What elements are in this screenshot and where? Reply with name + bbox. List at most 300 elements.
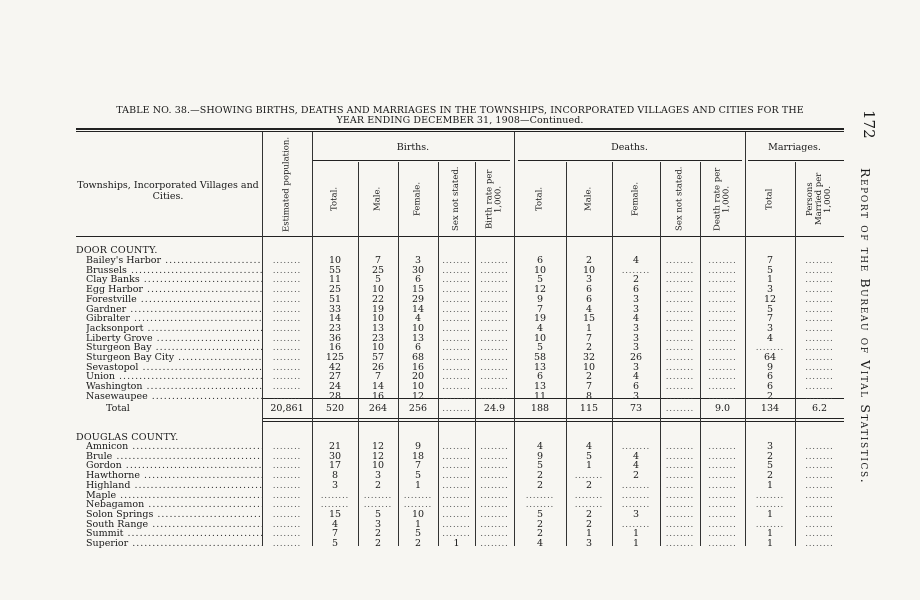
cell-births-total: 7 <box>331 528 339 540</box>
place-name: Brule ..... <box>86 452 262 462</box>
leader-dots: ........ <box>708 285 737 295</box>
cell-births-male: 57 <box>371 352 385 363</box>
leader-dots: ........ <box>272 461 302 471</box>
table-title-line-1: TABLE NO. 38.—SHOWING BIRTHS, DEATHS AND MARRIAGES IN THE TOWNSHIPS, INCORPORATED VILLAGES AND CITIES FOR THE <box>116 105 804 116</box>
cell-births-total: 24 <box>328 381 342 393</box>
leader-dots: ........ <box>665 265 695 275</box>
leader-dots: ........ <box>708 333 737 343</box>
marriages-group-header: Marriages. <box>768 142 821 153</box>
cell-marriages-total: 5 <box>766 264 774 276</box>
place-name: Jacksonport ..... <box>86 324 262 334</box>
leader-dots: ........ <box>442 442 471 451</box>
cell-births-total: 42 <box>328 361 342 373</box>
leader-dots: ........ <box>480 294 509 304</box>
cell-deaths-male: 7 <box>585 332 593 344</box>
leader-dots: ........ <box>805 509 834 519</box>
cell-deaths-total: 2 <box>536 528 544 540</box>
county-heading-door: DOOR COUNTY. <box>76 245 158 256</box>
place-name: Bailey's Harbor ..... <box>86 256 262 266</box>
cell-births-total: 23 <box>328 322 342 334</box>
leader-dots: ........ <box>708 323 737 333</box>
cell-births-total: 125 <box>325 352 345 363</box>
cell-births-male: 13 <box>371 322 385 334</box>
leader-dots: ........ <box>272 519 302 529</box>
leader-dots: ........ <box>442 500 471 510</box>
leader-dots: ........ <box>480 490 509 500</box>
cell-deaths-total: 5 <box>536 342 544 354</box>
table-row <box>0 314 920 324</box>
cell-deaths-male: 32 <box>582 352 596 363</box>
deaths-group-rule <box>518 160 742 161</box>
leader-dots: ........ <box>755 490 785 500</box>
cell-births-total: 30 <box>328 450 342 462</box>
cell-births-female: 20 <box>411 371 425 383</box>
cell-births-total: 51 <box>328 293 342 305</box>
cell-births-total: 14 <box>328 313 342 325</box>
leader-dots: ........ <box>708 519 737 529</box>
cell-deaths-total: 9 <box>536 450 544 462</box>
leader-dots: ........ <box>272 382 302 392</box>
leader-dots: ........ <box>363 500 393 510</box>
leader-dots: ........ <box>708 256 737 265</box>
leader-dots: ........ <box>574 500 604 510</box>
cell-deaths-total: 4 <box>536 322 544 334</box>
cell-deaths-female: 6 <box>632 381 640 393</box>
leader-dots: ........ <box>480 333 509 343</box>
leader-dots: ........ <box>442 353 471 362</box>
leader-dots: ........ <box>708 391 737 401</box>
leader-dots: ........ <box>805 304 834 314</box>
cell-births-female: 18 <box>411 450 425 462</box>
cell-deaths-male: 3 <box>585 274 593 286</box>
leader-dots: ........ <box>480 442 509 451</box>
leader-dots: ........ <box>755 500 785 510</box>
col-header-births-total: Total. <box>329 186 340 212</box>
cell-marriages-total: 1 <box>766 479 774 491</box>
cell-births-male: 10 <box>371 313 385 325</box>
leader-dots: ........ <box>480 372 509 382</box>
table-row <box>0 334 920 344</box>
table-row <box>0 539 920 549</box>
leader-dots: ........ <box>665 480 695 490</box>
door-total-bottom-rule-2 <box>262 421 844 422</box>
leader-dots: ........ <box>272 391 302 401</box>
place-name: South Range ..... <box>86 520 262 530</box>
leader-dots: ........ <box>272 362 302 372</box>
leader-dots: ........ <box>442 265 471 275</box>
cell-births-total: 27 <box>328 371 342 383</box>
leader-dots: ........ <box>708 480 737 490</box>
col-header-marriages-total: Total <box>764 188 775 210</box>
cell-deaths-female: 4 <box>632 450 640 462</box>
cell-births-male: 10 <box>371 460 385 472</box>
cell-births-female: 16 <box>411 361 425 373</box>
cell-births-total: 3 <box>331 479 339 491</box>
leader-dots: ........ <box>442 333 471 343</box>
cell-deaths-total: 12 <box>533 284 547 296</box>
leader-dots: ........ <box>480 391 509 401</box>
cell-deaths-female: 1 <box>632 528 640 540</box>
leader-dots: ........ <box>480 314 509 324</box>
table-row <box>0 452 920 462</box>
cell-deaths-female: 3 <box>632 361 640 373</box>
leader-dots: ........ <box>480 304 509 314</box>
marriages-group-rule <box>748 160 844 161</box>
table-row <box>0 382 920 392</box>
header-bottom-rule <box>76 236 844 237</box>
cell-deaths-male: 2 <box>585 479 593 491</box>
leader-dots: ........ <box>442 314 471 324</box>
leader-dots: ........ <box>272 451 302 461</box>
leader-dots: ........ <box>805 500 834 510</box>
leader-dots: ........ <box>665 372 695 382</box>
cell-deaths-total: 2 <box>536 479 544 491</box>
table-row <box>0 285 920 295</box>
cell-marriages-total: 6 <box>766 371 774 383</box>
col-header-births-female: Female. <box>412 181 423 217</box>
leader-dots: ........ <box>621 480 651 490</box>
cell-births-male: 25 <box>371 264 385 276</box>
cell-deaths-total: 2 <box>536 470 544 482</box>
cell-marriages-total: 64 <box>763 352 777 363</box>
cell-births-total: 36 <box>328 332 342 344</box>
cell-births-male: 12 <box>371 450 385 462</box>
leader-dots: ........ <box>805 490 834 500</box>
leader-dots: ........ <box>272 314 302 324</box>
cell-births-female: 1 <box>414 479 422 491</box>
place-name: Liberty Grove ..... <box>86 334 262 344</box>
leader-dots: ........ <box>805 362 834 372</box>
cell-births-male: 3 <box>374 518 382 530</box>
cell-deaths-total: 19 <box>533 313 547 325</box>
place-name: Highland ..... <box>86 481 262 491</box>
cell-births-male: 7 <box>374 255 382 266</box>
leader-dots: ........ <box>272 275 302 285</box>
place-name: Sevastopol ..... <box>86 363 262 373</box>
leader-dots: ........ <box>665 333 695 343</box>
leader-dots: ........ <box>665 442 695 451</box>
cell-births-male: 22 <box>371 293 385 305</box>
leader-dots: ........ <box>708 539 737 548</box>
table-row <box>0 353 920 363</box>
cell-marriages-total: 1 <box>766 538 774 549</box>
cell-births-total: 8 <box>331 470 339 482</box>
cell-marriages-total: 2 <box>766 450 774 462</box>
leader-dots: ........ <box>480 323 509 333</box>
total-pop: 20,861 <box>270 403 304 414</box>
cell-deaths-female: 3 <box>632 322 640 334</box>
place-name: Egg Harbor ..... <box>86 285 262 295</box>
leader-dots: ........ <box>363 490 393 500</box>
cell-births-total: 21 <box>328 441 342 452</box>
leader-dots: ........ <box>805 442 834 451</box>
cell-deaths-total: 6 <box>536 255 544 266</box>
leader-dots: ........ <box>755 343 785 353</box>
leader-dots: ........ <box>320 490 350 500</box>
leader-dots: ........ <box>442 519 471 529</box>
leader-dots: ........ <box>665 519 695 529</box>
cell-deaths-male: 4 <box>585 441 593 452</box>
cell-deaths-total: 6 <box>536 371 544 383</box>
place-name: Sturgeon Bay ..... <box>86 343 262 353</box>
cell-births-male: 5 <box>374 274 382 286</box>
table-row <box>0 372 920 382</box>
leader-dots: ........ <box>480 471 509 481</box>
leader-dots: ........ <box>665 404 695 413</box>
cell-deaths-total: 10 <box>533 264 547 276</box>
cell-deaths-female: 6 <box>632 284 640 296</box>
cell-births-female: 14 <box>411 303 425 315</box>
col-header-est-pop: Estimated population. <box>281 136 292 232</box>
table-row <box>0 491 920 501</box>
cell-deaths-female: 4 <box>632 313 640 325</box>
cell-marriages-total: 12 <box>763 293 777 305</box>
leader-dots: ........ <box>708 362 737 372</box>
leader-dots: ........ <box>665 275 695 285</box>
total-married-rate: 6.2 <box>811 403 828 414</box>
leader-dots: ........ <box>665 471 695 481</box>
cell-deaths-total: 4 <box>536 441 544 452</box>
leader-dots: ........ <box>480 362 509 372</box>
cell-births-total: 5 <box>331 538 339 549</box>
leader-dots: ........ <box>442 343 471 353</box>
table-row <box>0 500 920 510</box>
leader-dots: ........ <box>525 500 555 510</box>
cell-births-male: 14 <box>371 381 385 393</box>
cell-births-female: 6 <box>414 274 422 286</box>
leader-dots: ........ <box>665 461 695 471</box>
total-deaths-female: 73 <box>629 403 643 414</box>
leader-dots: ........ <box>621 500 651 510</box>
cell-deaths-total: 7 <box>536 303 544 315</box>
leader-dots: ........ <box>665 362 695 372</box>
cell-births-female: 1 <box>414 518 422 530</box>
leader-dots: ........ <box>665 529 695 539</box>
door-total-bottom-rule <box>262 418 844 419</box>
leader-dots: ........ <box>665 509 695 519</box>
leader-dots: ........ <box>480 509 509 519</box>
cell-marriages-total: 3 <box>766 322 774 334</box>
cell-deaths-total: 9 <box>536 293 544 305</box>
leader-dots: ........ <box>708 275 737 285</box>
leader-dots: ........ <box>480 480 509 490</box>
cell-births-total: 11 <box>328 274 342 286</box>
leader-dots: ........ <box>708 353 737 362</box>
cell-births-male: 10 <box>371 342 385 354</box>
place-name: Washington ..... <box>86 382 262 392</box>
county-heading-douglas: DOUGLAS COUNTY. <box>76 432 179 443</box>
cell-deaths-female: 3 <box>632 332 640 344</box>
leader-dots: ........ <box>665 314 695 324</box>
cell-deaths-male: 2 <box>585 518 593 530</box>
leader-dots: ........ <box>272 509 302 519</box>
leader-dots: ........ <box>805 314 834 324</box>
place-name: Forestville ..... <box>86 295 262 305</box>
place-name: Gardner ..... <box>86 305 262 315</box>
leader-dots: ........ <box>272 265 302 275</box>
leader-dots: ........ <box>442 256 471 265</box>
table-row <box>0 529 920 539</box>
cell-births-total: 55 <box>328 264 342 276</box>
cell-births-total: 10 <box>328 255 342 266</box>
leader-dots: ........ <box>665 451 695 461</box>
leader-dots: ........ <box>805 372 834 382</box>
cell-births-female: 2 <box>414 538 422 549</box>
leader-dots: ........ <box>272 442 302 451</box>
leader-dots: ........ <box>480 343 509 353</box>
cell-deaths-male: 4 <box>585 303 593 315</box>
leader-dots: ........ <box>442 294 471 304</box>
cell-marriages-total: 2 <box>766 390 774 402</box>
leader-dots: ........ <box>574 490 604 500</box>
total-deaths-male: 115 <box>579 403 599 414</box>
leader-dots: ........ <box>805 323 834 333</box>
leader-dots: ........ <box>805 343 834 353</box>
cell-marriages-total: 7 <box>766 313 774 325</box>
cell-births-total: 28 <box>328 390 342 402</box>
total-birth-rate: 24.9 <box>483 403 506 414</box>
cell-marriages-total: 6 <box>766 381 774 393</box>
leader-dots: ........ <box>805 461 834 471</box>
cell-marriages-total: 5 <box>766 460 774 472</box>
table-row <box>0 324 920 334</box>
leader-dots: ........ <box>272 372 302 382</box>
leader-dots: ........ <box>708 372 737 382</box>
cell-births-female: 29 <box>411 293 425 305</box>
cell-deaths-total: 13 <box>533 381 547 393</box>
leader-dots: ........ <box>442 471 471 481</box>
deaths-group-header: Deaths. <box>611 142 648 153</box>
cell-deaths-male: 6 <box>585 284 593 296</box>
leader-dots: ........ <box>708 529 737 539</box>
leader-dots: ........ <box>480 529 509 539</box>
cell-marriages-total: 3 <box>766 441 774 452</box>
cell-marriages-total: 1 <box>766 508 774 520</box>
table-row <box>0 510 920 520</box>
cell-deaths-total: 4 <box>536 538 544 549</box>
leader-dots: ........ <box>480 451 509 461</box>
leader-dots: ........ <box>442 391 471 401</box>
stub-header: Townships, Incorporated Villages and Cities. <box>77 180 259 202</box>
table-row <box>0 471 920 481</box>
col-header-birth-rate: Birth rate per 1,000. <box>484 169 504 229</box>
table-row <box>0 461 920 471</box>
cell-births-male: 12 <box>371 441 385 452</box>
leader-dots: ........ <box>708 442 737 451</box>
place-name: Summit ..... <box>86 529 262 539</box>
cell-births-sex-not-stated: 1 <box>453 538 460 549</box>
col-header-death-rate: Death rate per 1,000. <box>712 167 732 231</box>
col-header-deaths-sex-not-stated: Sex not stated. <box>674 166 685 232</box>
cell-births-female: 68 <box>411 352 425 363</box>
cell-deaths-female: 2 <box>632 470 640 482</box>
cell-births-female: 10 <box>411 381 425 393</box>
cell-deaths-male: 1 <box>585 528 593 540</box>
cell-deaths-female: 3 <box>632 293 640 305</box>
cell-deaths-female: 3 <box>632 390 640 402</box>
leader-dots: ........ <box>665 382 695 392</box>
cell-deaths-male: 10 <box>582 361 596 373</box>
leader-dots: ........ <box>805 382 834 392</box>
leader-dots: ........ <box>442 275 471 285</box>
place-name: Clay Banks ..... <box>86 275 262 285</box>
leader-dots: ........ <box>621 490 651 500</box>
leader-dots: ........ <box>272 285 302 295</box>
place-name: Gibralter ..... <box>86 314 262 324</box>
leader-dots: ........ <box>708 500 737 510</box>
table-row <box>0 256 920 266</box>
cell-deaths-total: 5 <box>536 274 544 286</box>
leader-dots: ........ <box>480 275 509 285</box>
cell-deaths-female: 3 <box>632 342 640 354</box>
cell-deaths-female: 4 <box>632 460 640 472</box>
leader-dots: ........ <box>480 519 509 529</box>
table-title-line-2: YEAR ENDING DECEMBER 31, 1908—Continued. <box>336 115 584 126</box>
leader-dots: ........ <box>442 480 471 490</box>
table-row <box>0 520 920 530</box>
place-name: Superior ..... <box>86 539 262 549</box>
cell-marriages-total: 3 <box>766 284 774 296</box>
leader-dots: ........ <box>480 500 509 510</box>
cell-births-female: 10 <box>411 322 425 334</box>
leader-dots: ........ <box>805 471 834 481</box>
leader-dots: ........ <box>480 265 509 275</box>
cell-births-total: 33 <box>328 303 342 315</box>
total-births-female: 256 <box>408 403 428 414</box>
leader-dots: ........ <box>272 480 302 490</box>
place-name: Gordon ..... <box>86 461 262 471</box>
cell-deaths-male: 1 <box>585 322 593 334</box>
leader-dots: ........ <box>272 353 302 362</box>
cell-births-female: 5 <box>414 470 422 482</box>
leader-dots: ........ <box>480 353 509 362</box>
leader-dots: ........ <box>665 539 695 548</box>
total-label: Total <box>106 403 130 414</box>
leader-dots: ........ <box>805 285 834 295</box>
place-name: Nebagamon ..... <box>86 500 262 510</box>
leader-dots: ........ <box>442 323 471 333</box>
cell-marriages-total: 5 <box>766 303 774 315</box>
leader-dots: ........ <box>272 323 302 333</box>
table-row <box>0 305 920 315</box>
cell-deaths-male: 2 <box>585 342 593 354</box>
cell-births-male: 2 <box>374 528 382 540</box>
col-header-births-sex-not-stated: Sex not stated. <box>451 166 461 232</box>
leader-dots: ........ <box>805 451 834 461</box>
leader-dots: ........ <box>665 285 695 295</box>
col-header-deaths-male: Male. <box>583 186 594 212</box>
leader-dots: ........ <box>272 529 302 539</box>
leader-dots: ........ <box>805 539 834 548</box>
leader-dots: ........ <box>805 333 834 343</box>
leader-dots: ........ <box>708 471 737 481</box>
leader-dots: ........ <box>272 500 302 510</box>
leader-dots: ........ <box>320 500 350 510</box>
table-title <box>76 106 844 126</box>
leader-dots: ........ <box>272 490 302 500</box>
leader-dots: ........ <box>708 265 737 275</box>
leader-dots: ........ <box>480 382 509 392</box>
table-row <box>0 266 920 276</box>
cell-deaths-male: 6 <box>585 293 593 305</box>
cell-deaths-female: 4 <box>632 255 640 266</box>
leader-dots: ........ <box>708 490 737 500</box>
running-side-title: Report of the Bureau of Vital Statistics. <box>858 168 873 485</box>
leader-dots: ........ <box>665 323 695 333</box>
place-name: Union ..... <box>86 372 262 382</box>
leader-dots: ........ <box>805 275 834 285</box>
cell-births-female: 30 <box>411 264 425 276</box>
